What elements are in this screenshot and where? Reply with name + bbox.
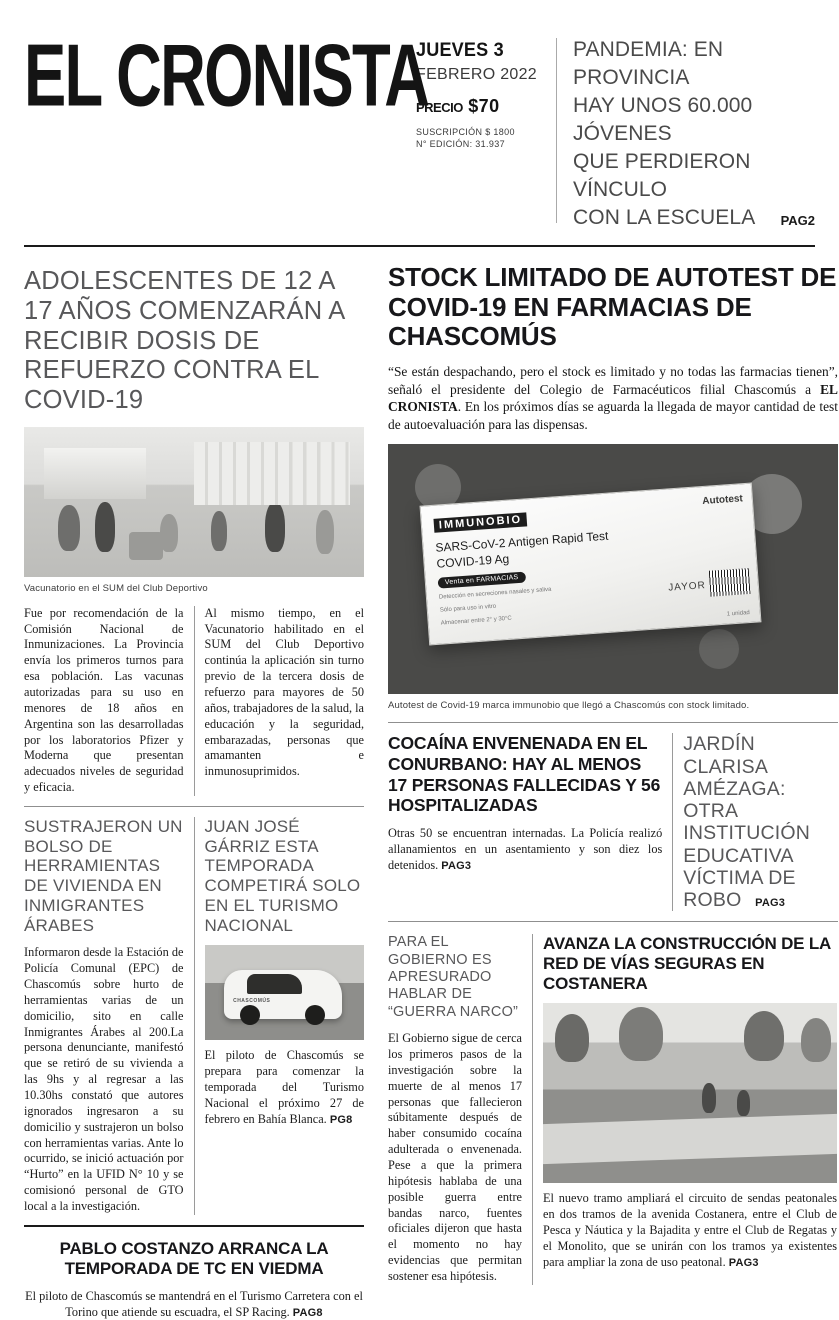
autotest-title-line2: COVID-19 Ag — [436, 551, 510, 571]
column-divider — [532, 934, 533, 1285]
race-car-body — [224, 970, 342, 1019]
newspaper-logo: EL CRONISTA — [24, 27, 429, 126]
costanera-section — [543, 934, 837, 1285]
column-divider — [672, 733, 673, 911]
garriz-headline[interactable]: JUAN JOSÉ GÁRRIZ ESTA TEMPORADA COMPETIRÁ SOLO EN EL TURISMO NACIONAL — [204, 817, 361, 935]
subscription-price: SUSCRIPCIÓN $ 1800 — [416, 127, 515, 137]
costanzo-headline[interactable]: PABLO COSTANZO ARRANCA LA TEMPORADA DE TC EN VIEDMA — [59, 1238, 329, 1278]
stock-lead-brand: EL CRONISTA — [388, 381, 838, 415]
costanzo-section — [24, 1239, 364, 1320]
photo-worker — [737, 1090, 750, 1116]
right-secondary-sections — [388, 733, 838, 911]
adolescentes-body-col2: Al mismo tiempo, en el Vacunatorio habilitado en el SUM del Club Deportivo continúa la aplicación sin turno previo de la tercera dosis de refuerzo para mayores de 50 años, trabajadores de la salud, la educación y la seguridad, embarazadas, personas que amamanten e inmunosuprimidos. — [204, 605, 365, 779]
price-line — [416, 96, 546, 117]
cocaina-body-text: Otras 50 se encuentran internadas. La Policía realizó allanamientos en un asentamiento y son diez los detenidos. — [388, 826, 663, 872]
costanzo-body-text: El piloto de Chascomús se mantendrá en el Turismo Carretera con el Torino que atiende su escuadra, el SP Racing. — [25, 1288, 363, 1319]
costanera-body-text: El nuevo tramo ampliará el circuito de sendas peatonales en dos tramos de la avenida Costanera, entre el Club de Pesca y Náutica y la Bajadita y entre el Club de Regatas y el Monolito, que se unirán con los tramos ya existentes para ampliar la zona de uso peatonal. — [543, 1191, 837, 1269]
vaccination-photo-caption: Vacunatorio en el SUM del Club Deportivo — [24, 583, 208, 595]
autotest-pharmacy-pill: Venta en FARMACIAS — [438, 572, 526, 589]
masthead-rule — [24, 245, 815, 247]
race-car-photo-scene — [205, 945, 365, 1040]
autotest-bullet-3: Almacenar entre 2° y 30°C — [440, 615, 512, 627]
teaser-line-4: CON LA ESCUELA — [573, 205, 756, 229]
photo-figure — [211, 511, 227, 551]
costanera-photo — [543, 1003, 837, 1183]
section-divider — [24, 806, 364, 807]
price-value: $70 — [468, 96, 500, 116]
autotest-bullet-1: Detección en secreciones nasales y saliva — [438, 586, 552, 601]
autotest-barcode — [709, 568, 751, 597]
autotest-unit-count: 1 unidad — [726, 610, 751, 618]
photo-figure — [265, 502, 285, 552]
gobierno-headline[interactable]: PARA EL GOBIERNO ES APRESURADO HABLAR DE “GUERRA NARCO” — [388, 934, 519, 1020]
adolescentes-body-col1: Fue por recomendación de la Comisión Nacional de Inmunizaciones. La Provincia envía los primeros turnos para esa población. Las vacunas autorizadas para su uso en menores de 18 años en Argentina son las desarrolladas por los laboratorios Pfizer y Moderna que presentan adecuados niveles de seguridad y eficacia. — [24, 605, 184, 795]
teaser-line-2: HAY UNOS 60.000 JÓVENES — [573, 93, 753, 145]
sustrajeron-section — [24, 817, 184, 1215]
jardin-section — [683, 733, 838, 911]
garriz-caption — [205, 1048, 365, 1127]
jardin-page-ref[interactable]: PAG3 — [755, 896, 786, 909]
section-divider — [388, 921, 838, 922]
photo-figure — [58, 505, 80, 551]
photo-tree — [801, 1018, 831, 1062]
masthead-dateblock — [416, 34, 546, 150]
race-car-sponsor: CHASCOMÚS — [233, 997, 271, 1004]
masthead — [24, 0, 815, 231]
left-column — [24, 257, 364, 1320]
teaser-line-3: QUE PERDIERON VÍNCULO — [573, 149, 751, 201]
costanera-photo-scene — [543, 1003, 837, 1183]
race-car-wheel — [240, 1005, 260, 1025]
gobierno-body: El Gobierno sigue de cerca los primeros pasos de la investigación sobre la muerte de al menos 17 personas que fallecieron súbitamente después de haber consumido cocaína adulterada o envenenada. Pese a que la primera hipótesis hablaba de una posible guerra entre bandas narco, fuentes oficiales dijeron que hasta el momento no hay evidencias que permitan sostener esa hipótesis. — [388, 1031, 522, 1284]
section-divider-heavy — [24, 1225, 364, 1227]
race-car-photo — [205, 945, 365, 1040]
costanzo-page-ref[interactable]: PAG8 — [292, 1306, 323, 1319]
photo-bokeh — [699, 629, 739, 669]
right-tertiary-sections — [388, 934, 838, 1285]
stock-lead-part2: . En los próximos días se aguarda la llegada de mayor cantidad de test de autoevaluación para las dispensas. — [388, 399, 838, 433]
jardin-headline[interactable] — [683, 733, 838, 911]
costanera-headline[interactable]: AVANZA LA CONSTRUCCIÓN DE LA RED DE VÍAS SEGURAS EN COSTANERA — [543, 934, 831, 993]
sustrajeron-body: Informaron desde la Estación de Policía Comunal (EPC) de Chascomús sobre hurto de herramientas varias de un domicilio, sito en calle Inmigrantes Árabes al 200.La persona denunciante, manifestó que se retiró de su vivienda a las 9hs y al regresar a las 10.30hs constató que autores ignorados ingresaron a su domicilio y sustrajeron un bolso con herramientas varias. Ante lo ocurrido, se inició actuación por “Hurto” en la UFID N° 10 y se comisionó personal de GTO local a la investigación. — [24, 945, 184, 1214]
garriz-page-ref[interactable]: PG8 — [329, 1113, 353, 1126]
cocaina-headline[interactable]: COCAÍNA ENVENENADA EN EL CONURBANO: HAY AL MENOS 17 PERSONAS FALLECIDAS Y 56 HOSPITALIZADAS — [388, 733, 661, 816]
gobierno-section — [388, 934, 522, 1285]
subscription-info — [416, 126, 546, 150]
garriz-caption-text: El piloto de Chascomús se prepara para comenzar la temporada del Turismo Nacional el próximo 27 de febrero en Bahía Blanca. — [204, 1048, 365, 1126]
stock-lead-part1: “Se están despachando, pero el stock es limitado y no todas las farmacias tienen”, señaló el presidente del Colegio de Farmacéuticos filial Chascomús a — [388, 363, 838, 397]
photo-tree — [619, 1007, 663, 1061]
photo-figure — [316, 510, 334, 554]
section-divider — [388, 722, 838, 723]
top-teaser[interactable] — [573, 34, 815, 231]
jardin-headline-text: JARDÍN CLARISA AMÉZAGA: OTRA INSTITUCIÓN EDUCATIVA VÍCTIMA DE ROBO — [683, 733, 811, 911]
garriz-section — [205, 817, 365, 1215]
teaser-page-ref: PAG2 — [780, 213, 815, 229]
photo-worker — [702, 1083, 716, 1113]
left-secondary-sections — [24, 817, 364, 1215]
autotest-box — [420, 483, 762, 646]
edition-number: N° EDICIÓN: 31.937 — [416, 139, 505, 150]
autotest-photo-caption: Autotest de Covid-19 marca immunobio que llegó a Chascomús con stock limitado. — [388, 700, 750, 712]
photo-tree — [744, 1011, 784, 1061]
masthead-divider — [556, 38, 557, 223]
photo-chair — [129, 532, 163, 560]
column-divider — [194, 817, 195, 1215]
photo-walkway — [543, 1113, 837, 1163]
vaccination-photo — [24, 427, 364, 577]
autotest-title-line1: SARS-CoV-2 Antigen Rapid Test — [435, 528, 609, 555]
costanera-page-ref[interactable]: PAG3 — [728, 1256, 759, 1269]
autotest-bullet-2: Sólo para uso in vitro — [439, 603, 497, 614]
teaser-line-1: PANDEMIA: EN PROVINCIA — [573, 38, 724, 89]
right-column — [388, 257, 838, 1320]
cocaina-section — [388, 733, 662, 911]
vaccination-photo-scene — [24, 427, 364, 577]
main-content — [24, 257, 838, 1320]
costanzo-body — [24, 1289, 364, 1320]
autotest-brand: IMMUNOBIO — [433, 512, 527, 532]
race-car-window — [247, 974, 301, 994]
cocaina-body — [388, 826, 662, 874]
autotest-photo — [388, 444, 838, 694]
adolescentes-body — [24, 606, 364, 796]
sustrajeron-headline[interactable]: SUSTRAJERON UN BOLSO DE HERRAMIENTAS DE VIVIENDA EN INMIGRANTES ÁRABES — [24, 817, 183, 935]
photo-figure — [95, 502, 115, 552]
costanera-body — [543, 1191, 837, 1270]
photo-tree — [555, 1014, 589, 1062]
stock-headline[interactable]: STOCK LIMITADO DE AUTOTEST DE COVID-19 EN FARMACIAS DE CHASCOMÚS — [388, 262, 837, 351]
autotest-jayor-logo: JAYOR — [667, 580, 707, 594]
publication-month: FEBRERO 2022 — [416, 66, 537, 83]
adolescentes-headline[interactable]: ADOLESCENTES DE 12 A 17 AÑOS COMENZARÁN A RECIBIR DOSIS DE REFUERZO CONTRA EL COVID-19 — [24, 267, 345, 414]
autotest-label: Autotest — [701, 493, 744, 508]
column-divider — [194, 606, 195, 796]
price-label: PRECIO — [416, 100, 463, 115]
cocaina-page-ref[interactable]: PAG3 — [441, 859, 472, 872]
race-car-wheel — [305, 1005, 325, 1025]
publication-day: JUEVES 3 — [416, 40, 504, 61]
stock-lead — [388, 363, 838, 434]
